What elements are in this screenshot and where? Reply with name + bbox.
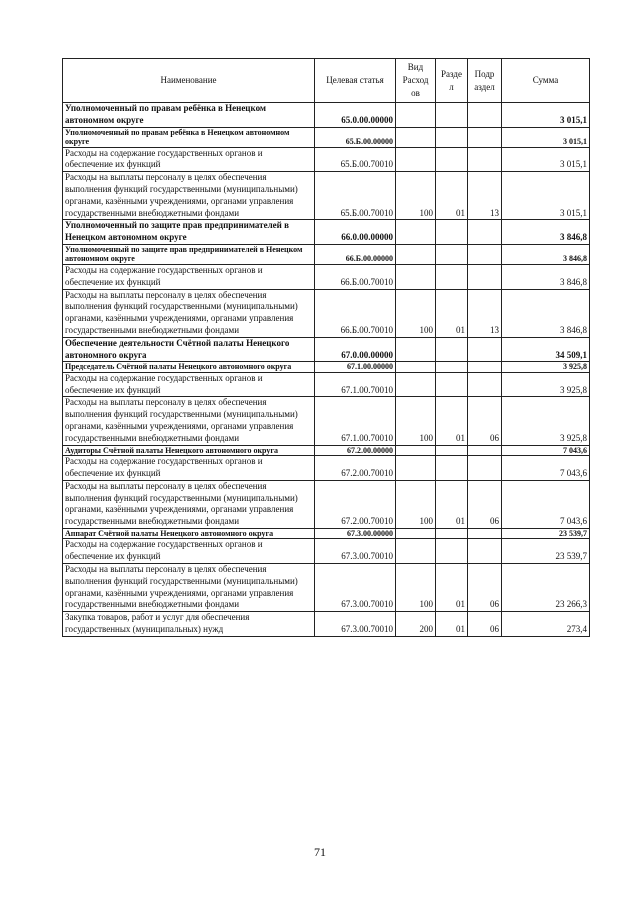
cell-section [436, 264, 468, 289]
cell-subsection [468, 337, 502, 362]
cell-name: Расходы на содержание государственных органов и обеспечение их функций [63, 456, 315, 481]
cell-subsection: 06 [468, 397, 502, 445]
cell-sum: 3 846,8 [502, 264, 590, 289]
header-subsection: Подр аздел [468, 59, 502, 103]
header-type: Вид Расход ов [396, 59, 436, 103]
cell-sum: 3 925,8 [502, 362, 590, 373]
cell-subsection [468, 445, 502, 456]
cell-type [396, 127, 436, 147]
cell-type [396, 147, 436, 172]
cell-sum: 7 043,6 [502, 456, 590, 481]
table-row [63, 445, 590, 456]
cell-type: 100 [396, 397, 436, 445]
cell-section [436, 372, 468, 397]
cell-section: 01 [436, 612, 468, 637]
page-number: 71 [314, 845, 326, 859]
cell-type [396, 445, 436, 456]
cell-sum: 273,4 [502, 612, 590, 637]
cell-section [436, 539, 468, 564]
cell-name: Расходы на выплаты персоналу в целях обеспечения выполнения функций государственными (муниципальными) органами, казёнными учреждениями, органами управления государственными внебюджетными фондами [63, 480, 315, 528]
cell-subsection [468, 372, 502, 397]
cell-target: 67.3.00.70010 [315, 612, 396, 637]
cell-section: 01 [436, 289, 468, 337]
table-row [63, 539, 590, 564]
header-target: Целевая статья [315, 59, 396, 103]
cell-target: 67.2.00.70010 [315, 456, 396, 481]
table-row [63, 372, 590, 397]
cell-sum: 3 015,1 [502, 103, 590, 128]
table-row [63, 337, 590, 362]
cell-target: 67.3.00.70010 [315, 564, 396, 612]
table-row [63, 127, 590, 147]
table-row [63, 564, 590, 612]
cell-type [396, 103, 436, 128]
header-section: Разде л [436, 59, 468, 103]
cell-subsection [468, 539, 502, 564]
cell-sum: 3 846,8 [502, 244, 590, 264]
cell-sum: 34 509,1 [502, 337, 590, 362]
cell-section [436, 445, 468, 456]
cell-type: 100 [396, 172, 436, 220]
cell-target: 67.3.00.00000 [315, 528, 396, 539]
cell-name: Расходы на выплаты персоналу в целях обеспечения выполнения функций государственными (муниципальными) органами, казёнными учреждениями, органами управления государственными внебюджетными фондами [63, 564, 315, 612]
cell-subsection [468, 127, 502, 147]
cell-section: 01 [436, 172, 468, 220]
cell-type [396, 264, 436, 289]
header-sum: Сумма [502, 59, 590, 103]
cell-section [436, 147, 468, 172]
cell-section [436, 220, 468, 245]
cell-type: 200 [396, 612, 436, 637]
cell-target: 65.Б.00.70010 [315, 147, 396, 172]
cell-type [396, 372, 436, 397]
cell-target: 65.0.00.00000 [315, 103, 396, 128]
cell-subsection [468, 362, 502, 373]
cell-target: 66.Б.00.70010 [315, 289, 396, 337]
cell-section [436, 337, 468, 362]
cell-target: 67.2.00.70010 [315, 480, 396, 528]
cell-target: 66.0.00.00000 [315, 220, 396, 245]
cell-target: 65.Б.00.00000 [315, 127, 396, 147]
cell-type: 100 [396, 289, 436, 337]
table-row [63, 264, 590, 289]
table-row [63, 397, 590, 445]
cell-name: Расходы на содержание государственных органов и обеспечение их функций [63, 372, 315, 397]
cell-subsection [468, 103, 502, 128]
cell-name: Уполномоченный по правам ребёнка в Ненецком автономном округе [63, 103, 315, 128]
cell-section [436, 103, 468, 128]
cell-subsection: 06 [468, 564, 502, 612]
cell-name: Расходы на выплаты персоналу в целях обеспечения выполнения функций государственными (муниципальными) органами, казёнными учреждениями, органами управления государственными внебюджетными фондами [63, 172, 315, 220]
table-row [63, 172, 590, 220]
cell-subsection: 06 [468, 480, 502, 528]
table-row [63, 289, 590, 337]
cell-sum: 3 925,8 [502, 372, 590, 397]
cell-name: Аппарат Счётной палаты Ненецкого автономного округа [63, 528, 315, 539]
cell-target: 67.3.00.70010 [315, 539, 396, 564]
cell-subsection [468, 244, 502, 264]
cell-sum: 23 539,7 [502, 528, 590, 539]
cell-sum: 3 846,8 [502, 289, 590, 337]
table-row [63, 220, 590, 245]
table-row [63, 103, 590, 128]
cell-name: Уполномоченный по защите прав предпринимателей в Ненецком автономном округе [63, 244, 315, 264]
cell-sum: 3 846,8 [502, 220, 590, 245]
cell-section [436, 528, 468, 539]
cell-name: Аудиторы Счётной палаты Ненецкого автономного округа [63, 445, 315, 456]
cell-sum: 23 539,7 [502, 539, 590, 564]
cell-target: 67.0.00.00000 [315, 337, 396, 362]
cell-sum: 3 925,8 [502, 397, 590, 445]
cell-target: 67.1.00.70010 [315, 372, 396, 397]
cell-name: Расходы на содержание государственных органов и обеспечение их функций [63, 264, 315, 289]
cell-sum: 7 043,6 [502, 480, 590, 528]
cell-section: 01 [436, 480, 468, 528]
header-name: Наименование [63, 59, 315, 103]
cell-target: 65.Б.00.70010 [315, 172, 396, 220]
table-body [63, 103, 590, 637]
table-row [63, 362, 590, 373]
cell-type [396, 362, 436, 373]
cell-section [436, 244, 468, 264]
table-row [63, 528, 590, 539]
cell-sum: 23 266,3 [502, 564, 590, 612]
cell-type [396, 539, 436, 564]
cell-target: 66.Б.00.70010 [315, 264, 396, 289]
cell-type [396, 244, 436, 264]
cell-name: Расходы на содержание государственных органов и обеспечение их функций [63, 147, 315, 172]
cell-subsection: 13 [468, 289, 502, 337]
cell-section [436, 456, 468, 481]
cell-target: 66.Б.00.00000 [315, 244, 396, 264]
cell-type [396, 337, 436, 362]
cell-sum: 7 043,6 [502, 445, 590, 456]
table-row [63, 456, 590, 481]
cell-subsection [468, 456, 502, 481]
cell-subsection [468, 264, 502, 289]
table-row [63, 612, 590, 637]
cell-name: Председатель Счётной палаты Ненецкого автономного округа [63, 362, 315, 373]
cell-sum: 3 015,1 [502, 127, 590, 147]
cell-section: 01 [436, 397, 468, 445]
cell-type: 100 [396, 564, 436, 612]
cell-sum: 3 015,1 [502, 147, 590, 172]
cell-subsection: 13 [468, 172, 502, 220]
cell-name: Закупка товаров, работ и услуг для обеспечения государственных (муниципальных) нужд [63, 612, 315, 637]
cell-subsection [468, 528, 502, 539]
cell-subsection: 06 [468, 612, 502, 637]
budget-table [62, 58, 590, 637]
cell-section [436, 127, 468, 147]
cell-name: Расходы на выплаты персоналу в целях обеспечения выполнения функций государственными (муниципальными) органами, казёнными учреждениями, органами управления государственными внебюджетными фондами [63, 289, 315, 337]
cell-name: Расходы на выплаты персоналу в целях обеспечения выполнения функций государственными (муниципальными) органами, казёнными учреждениями, органами управления государственными внебюджетными фондами [63, 397, 315, 445]
cell-name: Уполномоченный по правам ребёнка в Ненецком автономном округе [63, 127, 315, 147]
cell-section: 01 [436, 564, 468, 612]
cell-type [396, 456, 436, 481]
cell-subsection [468, 220, 502, 245]
cell-name: Уполномоченный по защите прав предпринимателей в Ненецком автономном округе [63, 220, 315, 245]
table-row [63, 480, 590, 528]
cell-type: 100 [396, 480, 436, 528]
cell-type [396, 220, 436, 245]
cell-target: 67.1.00.70010 [315, 397, 396, 445]
cell-type [396, 528, 436, 539]
cell-name: Расходы на содержание государственных органов и обеспечение их функций [63, 539, 315, 564]
cell-sum: 3 015,1 [502, 172, 590, 220]
table-header-row [63, 59, 590, 103]
cell-name: Обеспечение деятельности Счётной палаты Ненецкого автономного округа [63, 337, 315, 362]
cell-section [436, 362, 468, 373]
cell-target: 67.1.00.00000 [315, 362, 396, 373]
table-row [63, 244, 590, 264]
table-row [63, 147, 590, 172]
cell-subsection [468, 147, 502, 172]
cell-target: 67.2.00.00000 [315, 445, 396, 456]
